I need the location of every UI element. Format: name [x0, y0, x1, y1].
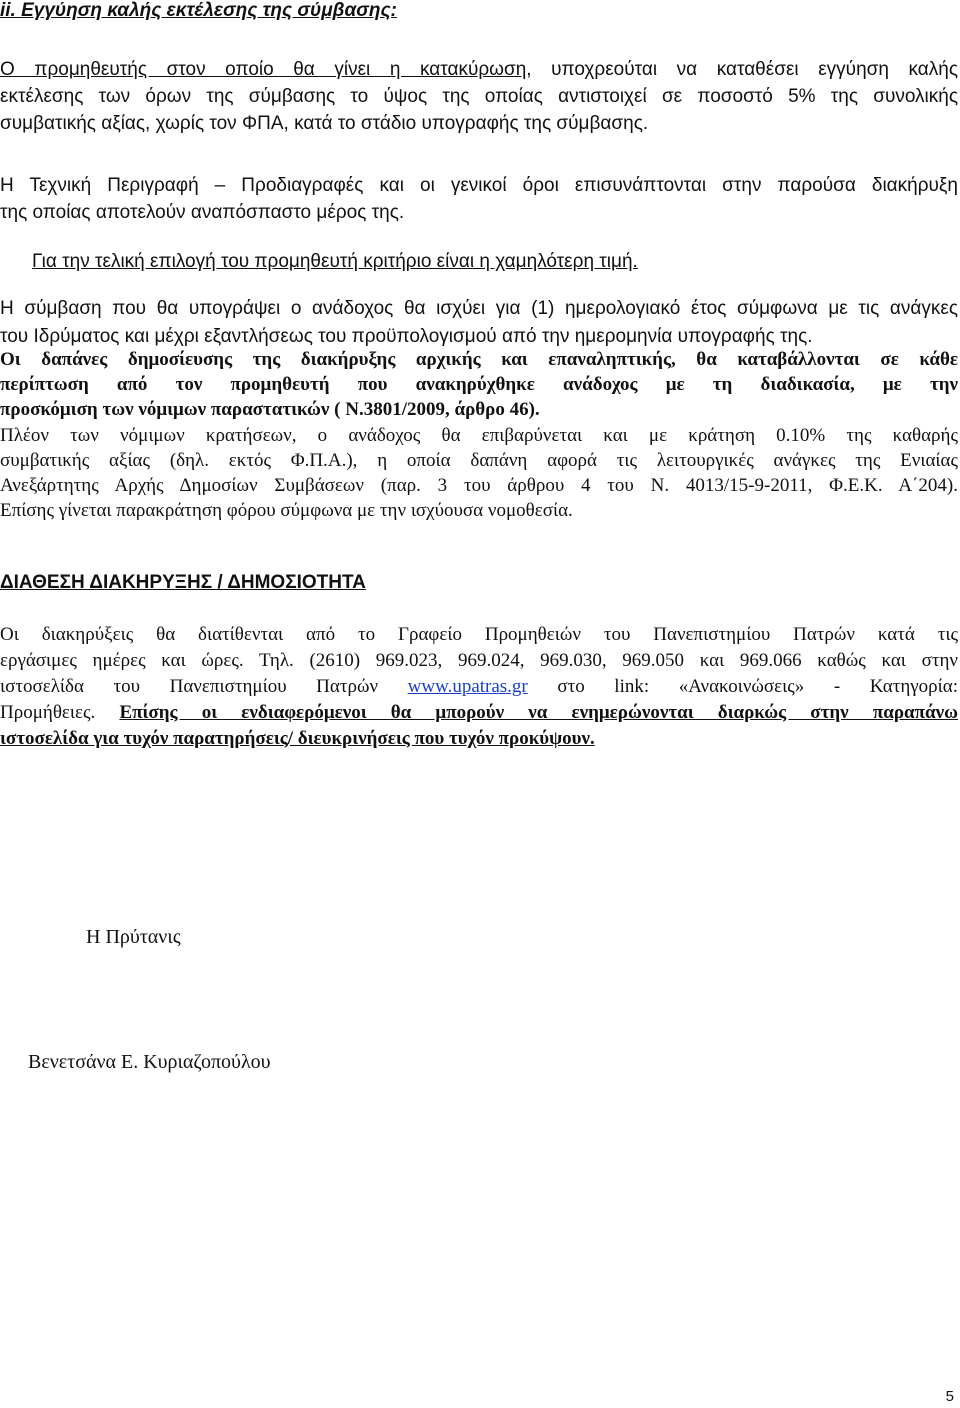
- text-line: εκτέλεσης των όρων της σύμβασης το ύψος της οποίας αντιστοιχεί σε ποσοστό 5% της συνολικής: [0, 86, 958, 107]
- emphasis-notice: Επίσης οι ενδιαφερόμενοι θα μπορούν να ενημερώνονται διαρκώς στην παραπάνω: [119, 702, 958, 723]
- section-heading-guarantee: ii. Εγγύηση καλής εκτέλεσης της σύμβασης:: [0, 0, 397, 21]
- underlined-phrase: Ο προμηθευτής στον οποίο θα γίνει η κατακύρωση: [0, 59, 527, 80]
- signatory-title: Η Πρύτανις: [86, 926, 181, 948]
- paragraph-contract-duration: [0, 295, 958, 351]
- text-span: Προμήθειες.: [0, 702, 96, 723]
- text-line: συμβατικής αξίας (δηλ. εκτός Φ.Π.Α.), η οποία δαπάνη αφορά τις λειτουργικές ανάγκες της Ενιαίας: [0, 450, 958, 471]
- text-line: περίπτωση από τον προμηθευτή που ανακηρύχθηκε ανάδοχος με τη διαδικασία, με την: [0, 374, 958, 395]
- upatras-link[interactable]: www.upatras.gr: [407, 676, 528, 697]
- paragraph-availability: [0, 622, 958, 752]
- page-number: 5: [945, 1388, 954, 1405]
- text-line: συμβατικής αξίας, χωρίς τον ΦΠΑ, κατά το στάδιο υπογραφής της σύμβασης.: [0, 113, 649, 134]
- paragraph-selection-criterion: [0, 248, 958, 275]
- text-line: προσκόμιση των νόμιμων παραστατικών ( Ν.3801/2009, άρθρο 46).: [0, 399, 540, 420]
- signatory-name: Βενετσάνα Ε. Κυριαζοπούλου: [28, 1051, 271, 1073]
- text-line: του Ιδρύματος και μέχρι εξαντλήσεως του προϋπολογισμού από την ημερομηνία υπογραφής της.: [0, 326, 813, 347]
- paragraph-withholdings: [0, 423, 958, 523]
- text-line: Η σύμβαση που θα υπογράψει ο ανάδοχος θα ισχύει για (1) ημερολογιακό έτος σύμφωνα με τις ανάγκες: [0, 298, 958, 319]
- text-span: στο link: «Ανακοινώσεις» - Κατηγορία:: [557, 676, 959, 697]
- section-heading-availability: ΔΙΑΘΕΣΗ ΔΙΑΚΗΡΥΞΗΣ / ΔΗΜΟΣΙΟΤΗΤΑ: [0, 572, 366, 593]
- paragraph-publication-costs: [0, 347, 958, 422]
- text-line: Ανεξάρτητης Αρχής Δημοσίων Συμβάσεων (παρ. 3 του άρθρου 4 του Ν. 4013/15-9-2011, Φ.Ε.Κ. Α΄204).: [0, 475, 958, 496]
- text-line: Η Τεχνική Περιγραφή – Προδιαγραφές και οι γενικοί όροι επισυνάπτονται στην παρούσα διακήρυξη: [0, 175, 958, 196]
- text-line: Για την τελική επιλογή του προμηθευτή κριτήριο είναι η χαμηλότερη τιμή.: [32, 251, 638, 272]
- text-line: της οποίας αποτελούν αναπόσπαστο μέρος της.: [0, 202, 405, 223]
- paragraph-technical-description: [0, 172, 958, 226]
- text-line: Επίσης γίνεται παρακράτηση φόρου σύμφωνα με την ισχύουσα νομοθεσία.: [0, 500, 573, 521]
- text-line: Οι δαπάνες δημοσίευσης της διακήρυξης αρχικής και επαναληπτικής, θα καταβάλλονται σε κάθε: [0, 349, 958, 370]
- paragraph-guarantee: [0, 56, 958, 137]
- text-span: , υποχρεούται να καταθέσει εγγύηση καλής: [526, 59, 958, 80]
- emphasis-notice-continued: ιστοσελίδα για τυχόν παρατηρήσεις/ διευκρινήσεις που τυχόν προκύψουν.: [0, 728, 595, 749]
- text-span: ιστοσελίδα του Πανεπιστημίου Πατρών: [0, 676, 379, 697]
- text-line: εργάσιμες ημέρες και ώρες. Τηλ. (2610) 969.023, 969.024, 969.030, 969.050 και 969.066 καθώς και στην: [0, 650, 958, 671]
- text-line: Πλέον των νόμιμων κρατήσεων, ο ανάδοχος θα επιβαρύνεται και με κράτηση 0.10% της καθαρής: [0, 425, 958, 446]
- text-line: Οι διακηρύξεις θα διατίθενται από το Γραφείο Προμηθειών του Πανεπιστημίου Πατρών κατά τις: [0, 624, 958, 645]
